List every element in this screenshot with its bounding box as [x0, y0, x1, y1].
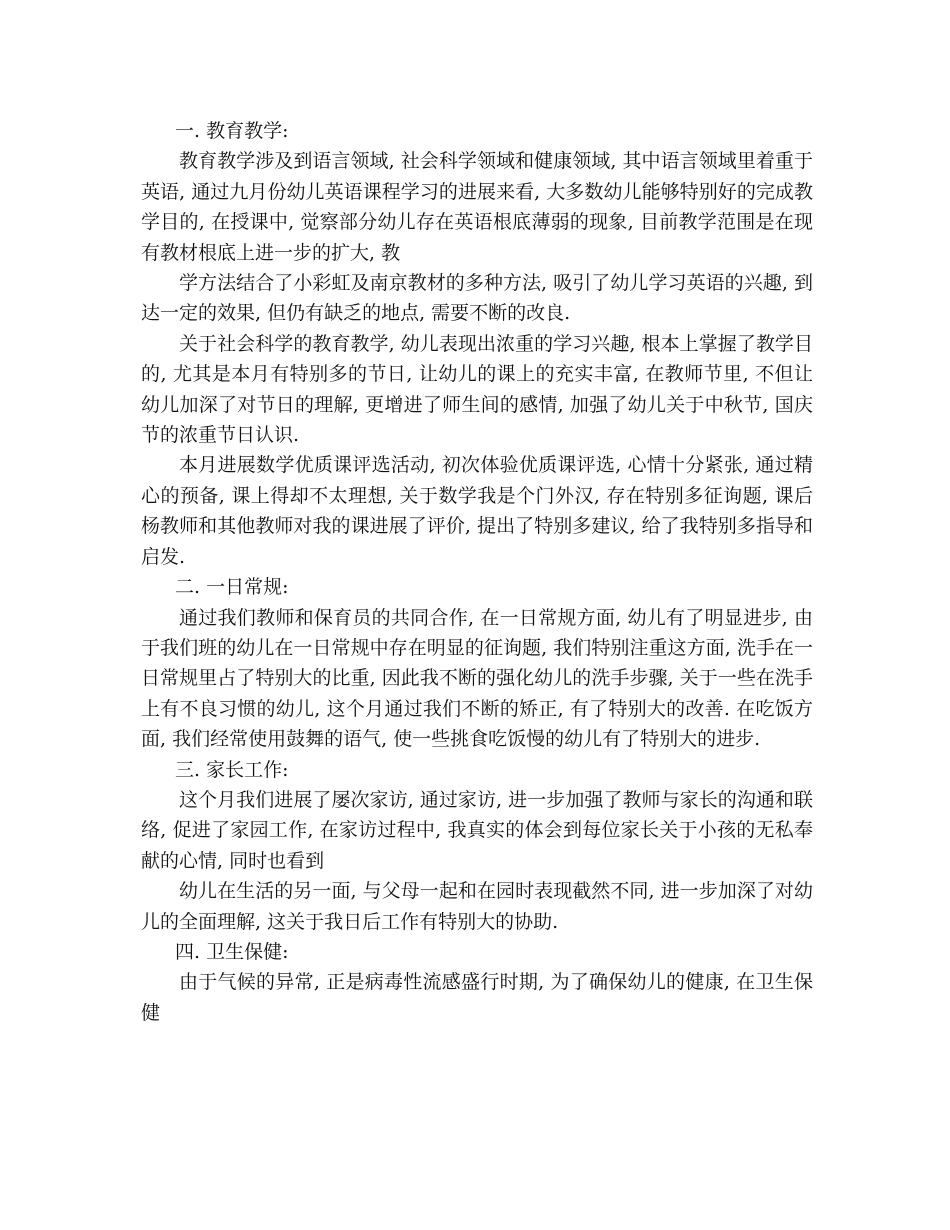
section-heading-parent-work: 三. 家长工作: [175, 758, 289, 781]
section-heading-daily-routine: 二. 一日常规: [175, 576, 289, 599]
paragraph: 幼儿在生活的另一面, 与父母一起和在园时表现截然不同, 进一步加深了对幼儿的全面理解, 这关于我日后工作有特别大的协助. [141, 880, 813, 933]
paragraph: 关于社会科学的教育教学, 幼儿表现出浓重的学习兴趣, 根本上掌握了教学目的, 尤其是本月有特别多的节日, 让幼儿的课上的充实丰富, 在教师节里, 不但让幼儿加深了对节日的理解, 更增进了师生间的感情, 加强了幼儿关于中秋节, 国庆节的浓重节日认识. [141, 332, 813, 447]
paragraph: 由于气候的异常, 正是病毒性流感盛行时期, 为了确保幼儿的健康, 在卫生保健 [141, 971, 813, 1024]
paragraph: 学方法结合了小彩虹及南京教材的多种方法, 吸引了幼儿学习英语的兴趣, 到达一定的效果, 但仍有缺乏的地点, 需要不断的改良. [141, 272, 813, 325]
document-body [141, 116, 813, 1028]
paragraph: 这个月我们进展了屡次家访, 通过家访, 进一步加强了教师与家长的沟通和联络, 促进了家园工作, 在家访过程中, 我真实的体会到每位家长关于小孩的无私奉献的心情, 同时也看到 [141, 788, 813, 872]
paragraph: 教育教学涉及到语言领域, 社会科学领域和健康领域, 其中语言领域里着重于英语, 通过九月份幼儿英语课程学习的进展来看, 大多数幼儿能够特别好的完成教学目的, 在授课中, 觉察部分幼儿存在英语根底薄弱的现象, 目前教学范围是在现有教材根底上进一步的扩大, 教 [141, 150, 813, 264]
section-heading-teaching: 一. 教育教学: [175, 120, 289, 142]
paragraph: 本月进展数学优质课评选活动, 初次体验优质课评选, 心情十分紧张, 通过精心的预备, 课上得却不太理想, 关于数学我是个门外汉, 存在特别多征询题, 课后杨教师和其他教师对我的课进展了评价, 提出了特别多建议, 给了我特别多指导和启发. [141, 454, 813, 568]
paragraph: 通过我们教师和保育员的共同合作, 在一日常规方面, 幼儿有了明显进步, 由于我们班的幼儿在一日常规中存在明显的征询题, 我们特别注重这方面, 洗手在一日常规里占了特别大的比重, 因此我不断的强化幼儿的洗手步骤, 关于一些在洗手上有不良习惯的幼儿, 这个月通过我们不断的矫正, 有了特别大的改善. 在吃饭方面, 我们经常使用鼓舞的语气, 使一些挑食吃饭慢的幼儿有了特别大的进步. [141, 606, 813, 751]
section-heading-health-care: 四. 卫生保健: [175, 940, 289, 963]
